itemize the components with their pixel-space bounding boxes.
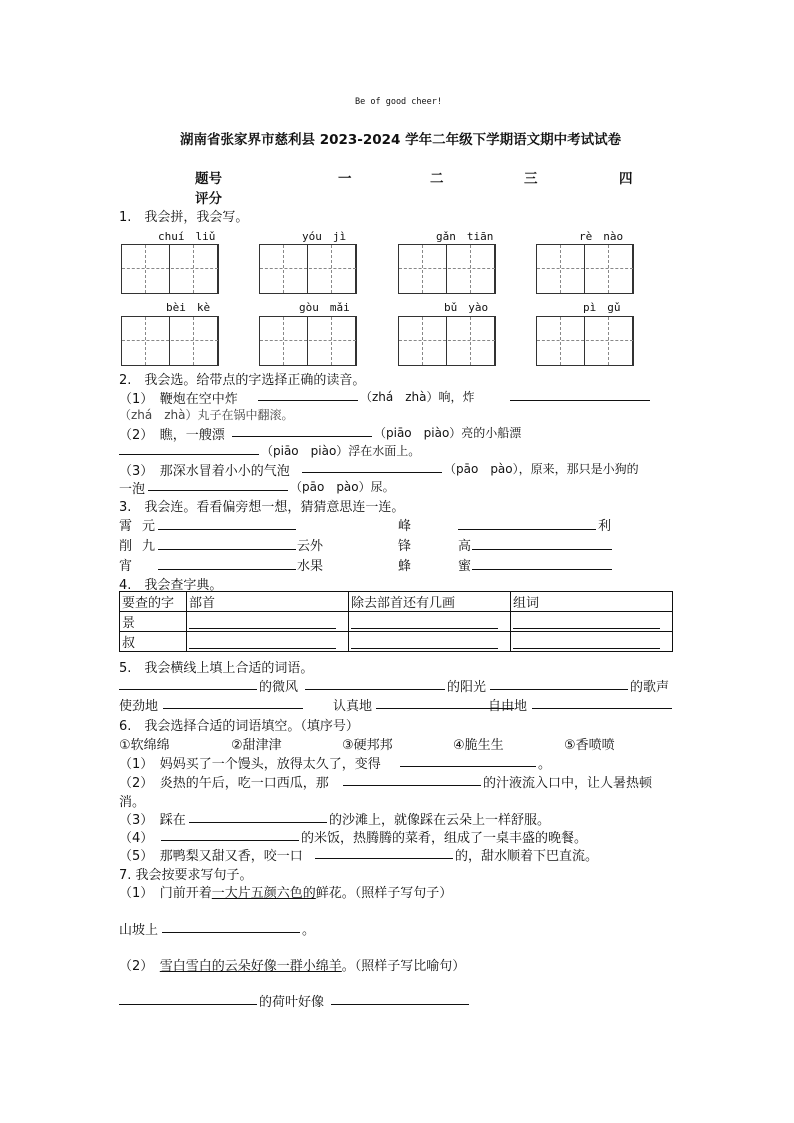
q2-line-1b: （zhá zhà）响，炸 [360, 390, 475, 404]
q3-mid-word: 水果 [297, 559, 324, 574]
answer-cell[interactable] [511, 632, 673, 652]
writing-grid[interactable] [398, 316, 496, 366]
answer-blank[interactable] [343, 785, 481, 786]
q7-answer-1-end: 。 [302, 923, 316, 938]
table-header: 部首 [187, 592, 349, 612]
q7-title: 7. 我会按要求写句子。 [119, 868, 253, 883]
q2-line-5a: （3） 那深水冒着小小的气泡 [119, 464, 290, 479]
answer-blank[interactable] [162, 932, 300, 933]
q3-left-char: 霄 [119, 519, 133, 534]
q6-sentence-5: （5） 那鸭梨又甜又香，咬一口 [119, 849, 303, 864]
answer-blank[interactable] [232, 436, 372, 437]
q1-pinyin-5: bèi kè [166, 301, 211, 314]
answer-blank[interactable] [315, 858, 453, 859]
q3-left-char: 削 [119, 539, 133, 554]
table-header: 除去部首还有几画 [349, 592, 511, 612]
q5-word: 自由地 [488, 699, 528, 714]
answer-blank[interactable] [490, 689, 628, 690]
writing-grid[interactable] [536, 316, 634, 366]
table-header: 组词 [511, 592, 673, 612]
q3-right-char: 峰 [398, 519, 412, 534]
q7-prompt-1-underlined: 一大片五颜六色的 [211, 886, 316, 901]
q3-right-word: 蜜 [458, 559, 472, 574]
q3-right-word: 高 [458, 539, 472, 554]
answer-blank[interactable] [163, 708, 303, 709]
answer-blank[interactable] [532, 708, 672, 709]
q7-prompt-2-underlined: 雪白雪白的云朵好像一群小绵羊 [159, 959, 342, 974]
q7-prompt-1-start: （1） 门前开着 [119, 886, 212, 901]
score-col-4: 四 [619, 171, 633, 187]
q7-prompt-1-end: 鲜花。（照样子写句子） [315, 886, 453, 901]
table-row [120, 632, 673, 652]
q6-option: ②甜津津 [231, 738, 282, 753]
q1-title: 1. 我会拼，我会写。 [119, 210, 249, 225]
score-row-label: 评分 [195, 191, 222, 207]
q6-title: 6. 我会选择合适的词语填空。（填序号） [119, 719, 359, 734]
writing-grid[interactable] [398, 244, 496, 294]
connect-line[interactable] [158, 569, 296, 570]
q1-pinyin-6: gòu mǎi [299, 301, 350, 314]
q7-prompt-1 [119, 882, 452, 901]
q7-prompt-2-end: 。（照样子写比喻句） [341, 959, 466, 974]
q7-prompt-2 [119, 955, 465, 974]
answer-blank[interactable] [510, 400, 650, 401]
q1-pinyin-1: chuí liǔ [158, 230, 216, 243]
q7-answer-1-start: 山坡上 [119, 923, 159, 938]
table-cell-char: 景 [120, 612, 187, 632]
q6-sentence-2: （2） 炎热的午后，吃一口西瓜，那 [119, 776, 329, 791]
q6-sentence-5-end: 的，甜水顺着下巴直流。 [455, 849, 599, 864]
q2-line-1a: （1） 鞭炮在空中炸 [119, 392, 238, 407]
q2-line-6a: 一泡 [119, 482, 146, 497]
q3-left-word: 元 [142, 519, 156, 534]
q6-sentence-3-end: 的沙滩上，就像踩在云朵上一样舒服。 [329, 813, 551, 828]
q3-left-char: 宵 [119, 559, 133, 574]
connect-line[interactable] [472, 569, 612, 570]
q1-pinyin-7: bǔ yào [444, 301, 489, 314]
table-header-row [120, 592, 673, 612]
answer-blank[interactable] [119, 1004, 257, 1005]
q6-option: ①软绵绵 [119, 738, 170, 753]
q3-left-word: 九 [142, 539, 156, 554]
q3-title: 3. 我会连。看看偏旁想一想，猜猜意思连一连。 [119, 500, 405, 515]
writing-grid[interactable] [259, 316, 357, 366]
answer-cell[interactable] [187, 612, 349, 632]
score-col-2: 二 [430, 171, 444, 187]
score-col-1: 一 [338, 171, 352, 187]
q6-sentence-3: （3） 踩在 [119, 813, 186, 828]
answer-blank[interactable] [305, 689, 445, 690]
q2-line-6b: （pāo pào）尿。 [290, 480, 395, 494]
table-cell-char: 叔 [120, 632, 187, 652]
q2-line-3a: （2） 瞧，一艘漂 [119, 428, 225, 443]
writing-grid[interactable] [536, 244, 634, 294]
score-header-label: 题号 [195, 171, 222, 187]
q6-sentence-2-end: 的汁液流入口中，让人暑热顿 [483, 776, 653, 791]
q6-sentence-2-tail: 消。 [119, 795, 146, 810]
q4-title: 4. 我会查字典。 [119, 578, 223, 593]
answer-blank[interactable] [302, 472, 442, 473]
q5-word: 使劲地 [119, 699, 159, 714]
q2-line-4: （piāo piào）浮在水面上。 [261, 444, 421, 458]
q6-sentence-1: （1） 妈妈买了一个馒头，放得太久了，变得 [119, 757, 381, 772]
writing-grid[interactable] [259, 244, 357, 294]
q1-pinyin-4: rè nào [579, 230, 624, 243]
connect-line[interactable] [158, 529, 296, 530]
q5-word: 的微风 [259, 680, 299, 695]
writing-grid[interactable] [121, 244, 219, 294]
q5-title: 5. 我会横线上填上合适的词语。 [119, 661, 314, 676]
q3-right-char: 蜂 [398, 559, 412, 574]
answer-cell[interactable] [349, 632, 511, 652]
tagline: Be of good cheer! [355, 97, 442, 107]
page-title: 湖南省张家界市慈利县 2023-2024 学年二年级下学期语文期中考试试卷 [180, 132, 622, 148]
answer-blank[interactable] [148, 490, 288, 491]
q2-line-3b: （piāo piào）亮的小船漂 [374, 426, 522, 440]
q6-option: ⑤香喷喷 [564, 738, 615, 753]
q3-right-char: 锋 [398, 539, 412, 554]
q1-pinyin-8: pì gǔ [583, 301, 621, 314]
q2-title: 2. 我会选。给带点的字选择正确的读音。 [119, 373, 366, 388]
answer-blank[interactable] [400, 766, 536, 767]
answer-cell[interactable] [511, 612, 673, 632]
connect-line[interactable] [158, 549, 296, 550]
table-header: 要查的字 [120, 592, 187, 612]
q2-line-5b: （pāo pào），原来，那只是小狗的 [444, 462, 639, 476]
q3-right-word: 利 [598, 519, 612, 534]
q2-line-2: （zhá zhà）丸子在锅中翻滚。 [119, 408, 294, 422]
answer-blank[interactable] [258, 400, 358, 401]
score-col-3: 三 [524, 171, 538, 187]
q3-mid-word: 云外 [297, 539, 324, 554]
q5-word: 的歌声 [630, 680, 670, 695]
writing-grid[interactable] [121, 316, 219, 366]
answer-blank[interactable] [119, 454, 259, 455]
q1-pinyin-3: gǎn tiān [436, 230, 494, 243]
answer-blank[interactable] [331, 1004, 469, 1005]
q7-prompt-2-start: （2） [119, 959, 160, 974]
q6-sentence-4-end: 的米饭，热腾腾的菜肴，组成了一桌丰盛的晚餐。 [301, 831, 588, 846]
connect-line[interactable] [472, 549, 612, 550]
q1-pinyin-2: yóu jì [302, 230, 347, 243]
answer-blank[interactable] [189, 822, 327, 823]
answer-cell[interactable] [187, 632, 349, 652]
q5-word: 的阳光 [447, 680, 487, 695]
q6-option: ③硬邦邦 [342, 738, 393, 753]
answer-blank[interactable] [161, 840, 299, 841]
table-row [120, 612, 673, 632]
answer-blank[interactable] [119, 689, 257, 690]
dictionary-table [119, 591, 673, 652]
q5-word: 认真地 [333, 699, 373, 714]
connect-line[interactable] [458, 529, 596, 530]
q7-answer-2: 的荷叶好像 [259, 995, 325, 1010]
q6-sentence-1-end: 。 [538, 757, 552, 772]
q6-option: ④脆生生 [453, 738, 504, 753]
q6-sentence-4: （4） [119, 831, 154, 846]
answer-cell[interactable] [349, 612, 511, 632]
